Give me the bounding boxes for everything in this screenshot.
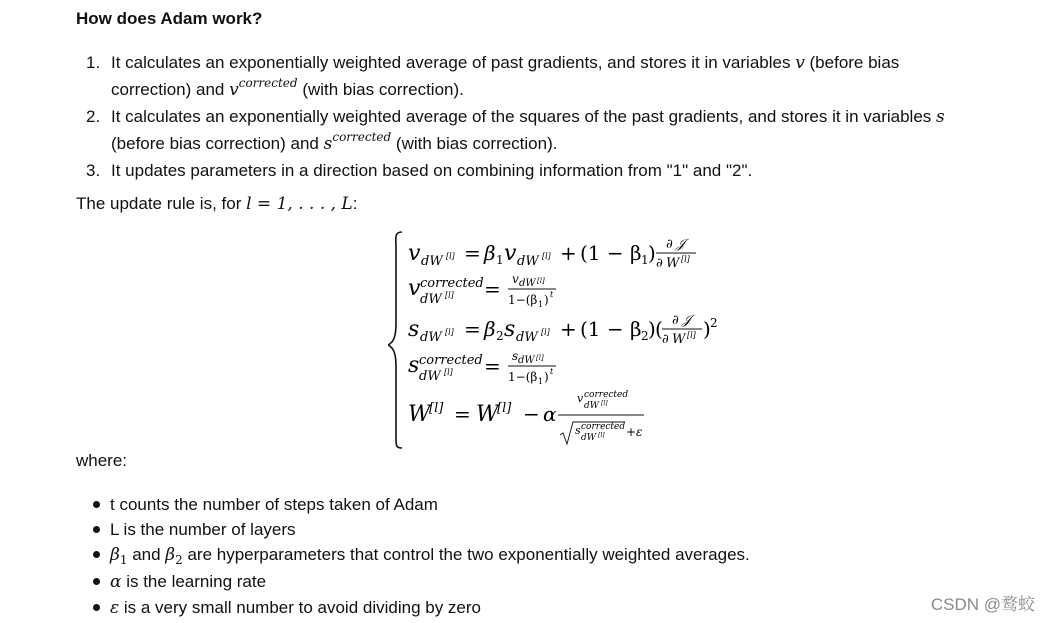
- equation-row-5: [408, 390, 644, 444]
- svg-text:): ): [703, 317, 711, 341]
- eq-s: s: [512, 349, 519, 363]
- eq-v: v: [504, 241, 517, 266]
- update-rule-text: [76, 194, 357, 214]
- eq-W: W: [672, 332, 686, 347]
- eq-J: 𝒥: [676, 237, 685, 252]
- bullet-text: are hyperparameters that control the two exponentially weighted averages.: [182, 545, 750, 564]
- eq-minus: −: [523, 402, 540, 426]
- eq-sub-1: 1: [641, 253, 649, 267]
- eq-alpha: α: [543, 402, 557, 426]
- eq-J: 𝒥: [682, 313, 691, 328]
- list-item: [88, 569, 750, 595]
- math-var: s: [936, 107, 945, 127]
- update-suffix: :: [352, 194, 358, 213]
- bullet-math: β: [165, 545, 176, 565]
- eq-layer: [l]: [536, 354, 544, 362]
- eq-partial: ∂: [666, 237, 673, 252]
- update-math: l = 1, . . . , L: [246, 194, 353, 214]
- eq-one-minus-beta: (1 − β: [580, 317, 642, 341]
- where-label: where:: [76, 451, 128, 470]
- eq-layer: [l]: [542, 252, 551, 261]
- eq-t: t: [550, 367, 554, 376]
- eq-sub-dw: dW: [518, 355, 535, 366]
- eq-plus: +: [560, 241, 577, 265]
- left-brace: [388, 232, 402, 448]
- eq-squared: 2: [710, 316, 718, 330]
- watermark: CSDN @鹜蛟: [930, 595, 1035, 614]
- eq-v: v: [408, 241, 421, 266]
- list-item: [86, 104, 1026, 158]
- step-text: It calculates an exponentially weighted average of the squares of the past gradients, and stores it in variables: [111, 107, 936, 126]
- definitions-list: [88, 492, 750, 621]
- eq-sub-1: 1: [496, 253, 504, 267]
- eq-sub-dw: dW: [581, 433, 597, 443]
- eq-W: W: [666, 256, 680, 271]
- eq-denom: 1−(β: [508, 370, 538, 384]
- list-item: [88, 595, 750, 621]
- eq-paren: ): [648, 317, 656, 341]
- eq-sub-dw: dW: [519, 278, 536, 289]
- step-text: (with bias correction).: [391, 133, 558, 153]
- eq-sub-dw: dW: [419, 369, 441, 384]
- math-var: s: [323, 133, 333, 154]
- bullet-text: is the learning rate: [121, 572, 267, 591]
- bullet-math-sub: 2: [175, 553, 183, 567]
- equation-row-3: [408, 313, 718, 347]
- eq-partial: ∂: [672, 313, 679, 328]
- eq-t: t: [550, 290, 554, 299]
- steps-list: [86, 50, 1026, 184]
- list-number: 3.: [86, 161, 101, 180]
- equation-row-2: [408, 272, 556, 309]
- eq-layer: [l]: [429, 401, 444, 416]
- update-equations: [388, 228, 728, 450]
- eq-partial: ∂: [656, 256, 663, 271]
- eq-s: s: [408, 353, 420, 378]
- step-text: (before bias correction) and: [111, 133, 324, 153]
- eq-corrected: corrected: [420, 276, 484, 291]
- eq-layer: [l]: [445, 328, 454, 337]
- eq-paren: ): [648, 241, 656, 265]
- eq-denom-close: ): [544, 293, 549, 307]
- list-item: [88, 517, 750, 542]
- eq-layer: [l]: [601, 400, 608, 407]
- eq-s: s: [408, 317, 420, 342]
- eq-layer: [l]: [687, 331, 696, 340]
- eq-plus: +: [560, 317, 577, 341]
- eq-layer: [l]: [681, 255, 690, 264]
- eq-sub-dw: dW: [584, 401, 600, 411]
- eq-equals: =: [464, 241, 481, 265]
- eq-denom: 1−(β: [508, 293, 538, 307]
- list-number: 2.: [86, 107, 101, 126]
- update-prefix: The update rule is, for: [76, 194, 247, 213]
- eq-beta: β: [484, 317, 496, 341]
- step-text: correction) and: [111, 79, 230, 99]
- eq-partial: ∂: [662, 332, 669, 347]
- eq-s: s: [575, 424, 581, 437]
- eq-corrected: corrected: [419, 353, 483, 368]
- list-item: [88, 492, 750, 517]
- eq-equals: =: [484, 354, 501, 378]
- bullet-text: and: [127, 545, 166, 564]
- eq-sub-1: 1: [538, 300, 544, 309]
- equation-row-4: [408, 349, 556, 386]
- eq-v: v: [577, 392, 584, 405]
- list-item: [86, 50, 1026, 104]
- eq-beta: β: [484, 241, 496, 265]
- eq-layer: [l]: [444, 368, 453, 377]
- eq-layer: [l]: [598, 432, 605, 439]
- eq-layer: [l]: [446, 252, 455, 261]
- eq-corrected: corrected: [581, 422, 626, 432]
- step-text: (with bias correction).: [297, 79, 464, 99]
- eq-W: W: [476, 402, 499, 427]
- step-text: (before bias: [804, 53, 900, 72]
- math-var: v: [229, 79, 239, 100]
- math-sup: corrected: [238, 75, 298, 90]
- eq-layer: [l]: [445, 291, 454, 300]
- equation-row-1: [408, 237, 696, 271]
- eq-layer: [l]: [541, 328, 550, 337]
- eq-sub-dw: dW: [420, 330, 442, 345]
- eq-denom-close: ): [544, 370, 549, 384]
- eq-equals: =: [454, 402, 471, 426]
- eq-corrected: corrected: [584, 390, 629, 400]
- eq-sub-dw: dW: [517, 254, 539, 269]
- bullet-text: is a very small number to avoid dividing by zero: [119, 598, 482, 617]
- bullet-text: t counts the number of steps taken of Adam: [110, 495, 438, 514]
- eq-v: v: [512, 272, 519, 286]
- svg-text:(: (: [655, 317, 663, 341]
- equations-svg: [388, 228, 728, 450]
- bullet-math: β: [110, 545, 120, 565]
- eq-equals: =: [484, 277, 501, 301]
- eq-W: W: [408, 402, 431, 427]
- eq-one-minus-beta: (1 − β: [580, 241, 642, 265]
- eq-equals: =: [464, 317, 481, 341]
- bullet-math: α: [110, 572, 122, 592]
- list-number: 1.: [86, 53, 101, 72]
- eq-sub-2: 2: [641, 329, 649, 343]
- bullet-math-sub: 1: [119, 553, 128, 567]
- eq-sub-2: 2: [496, 329, 504, 343]
- step-text: It calculates an exponentially weighted average of past gradients, and stores it in variables: [111, 53, 796, 72]
- eq-plus-eps: +ε: [626, 425, 643, 439]
- eq-s: s: [504, 317, 516, 342]
- step-text: It updates parameters in a direction based on combining information from "1" and "2".: [111, 161, 753, 180]
- eq-sub-dw: dW: [516, 330, 538, 345]
- eq-sub-1: 1: [538, 377, 544, 386]
- eq-sub-dw: dW: [420, 292, 442, 307]
- bullet-text: L is the number of layers: [110, 520, 296, 539]
- eq-layer: [l]: [537, 277, 545, 285]
- bullet-math: ε: [110, 598, 120, 618]
- math-var: v: [795, 53, 805, 73]
- math-sup: corrected: [332, 129, 392, 144]
- eq-v: v: [408, 276, 421, 301]
- eq-sub-dw: dW: [421, 254, 443, 269]
- section-heading: How does Adam work?: [76, 9, 263, 28]
- list-item: [88, 542, 750, 569]
- eq-layer: [l]: [497, 401, 512, 416]
- list-item: [86, 158, 1026, 184]
